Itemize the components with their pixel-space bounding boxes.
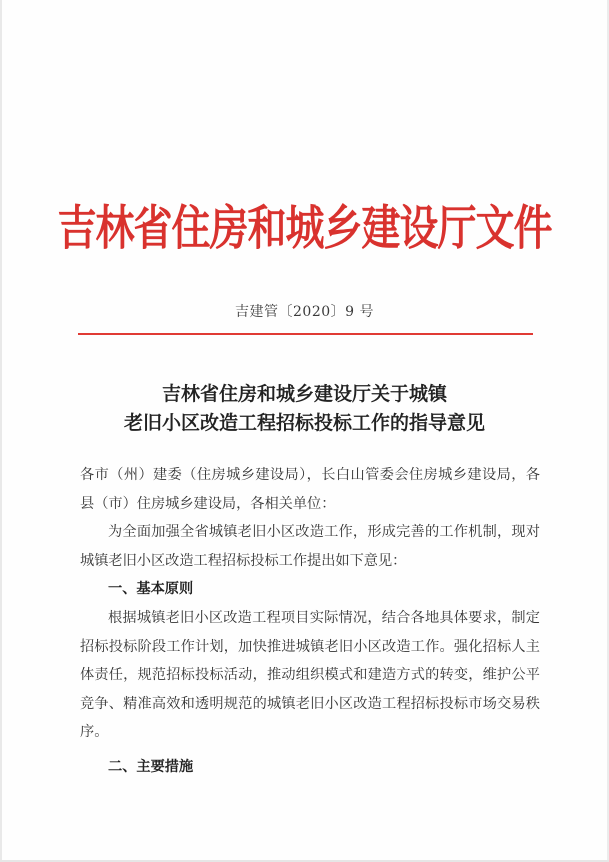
document-number: 吉建管〔2020〕9 号: [235, 304, 374, 320]
section-2-heading: 二、主要措施: [108, 758, 194, 775]
title-line-2: 老旧小区改造工程招标投标工作的指导意见: [123, 412, 485, 434]
section-1-paragraph: 根据城镇老旧小区改造工程项目实际情况，结合各地具体要求，制定招标投标阶段工作计划，加快推进城镇老旧小区改造工作。强化招标人主体责任，规范招标投标活动，推动组织模式和建造方式的转变，维护公平竞争、精准高效和透明规范的城镇老旧小区改造工程招标投标市场交易秩序。: [80, 609, 540, 741]
intro-paragraph: 为全面加强全省城镇老旧小区改造工作，形成完善的工作机制，现对城镇老旧小区改造工程招标投标工作提出如下意见：: [80, 524, 540, 569]
red-divider-line: [78, 333, 533, 335]
section-1-heading: 一、基本原则: [108, 581, 194, 598]
document-title: [0, 380, 609, 438]
red-masthead: 吉林省住房和城乡建设厅文件: [57, 200, 552, 257]
addressee-paragraph: 各市（州）建委（住房城乡建设局），长白山管委会住房城乡建设局，各县（市）住房城乡建设局，各相关单位：: [80, 467, 540, 512]
document-body: [80, 461, 540, 782]
title-line-1: 吉林省住房和城乡建设厅关于城镇: [161, 383, 447, 405]
